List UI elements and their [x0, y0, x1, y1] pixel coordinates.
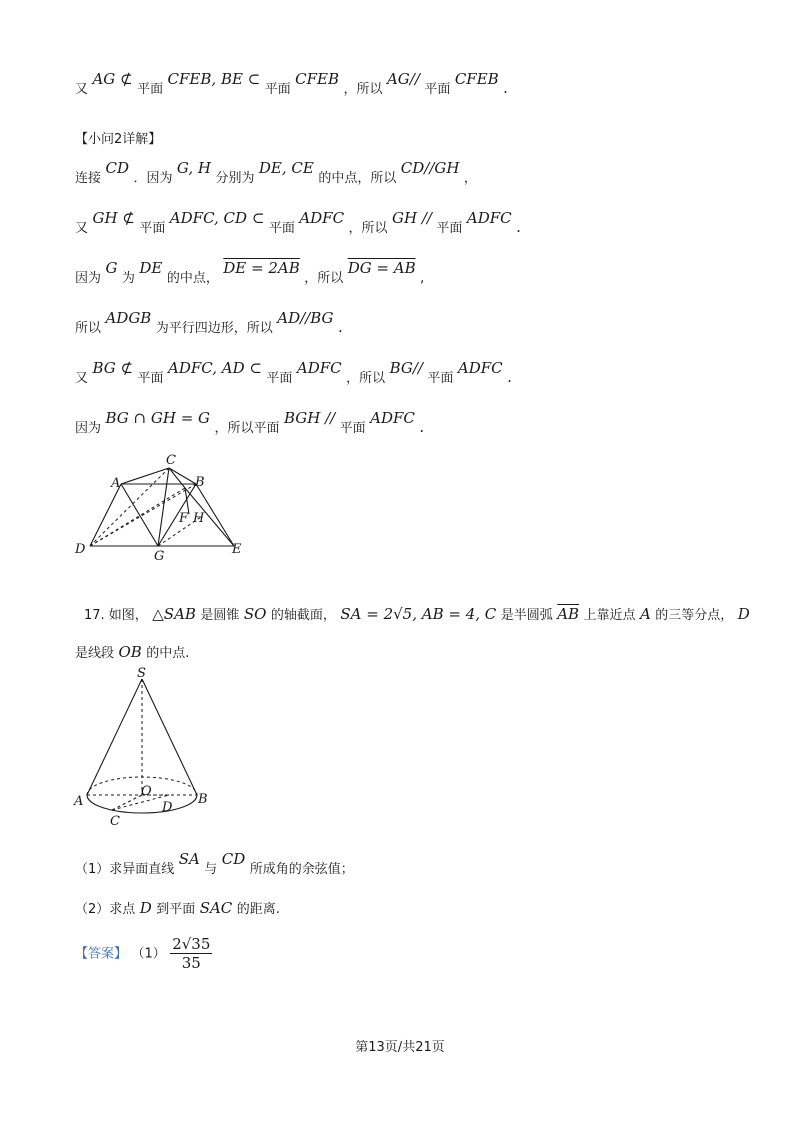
label-s: S: [137, 666, 146, 681]
text: 分别为: [215, 171, 255, 186]
text: 的中点，所以: [318, 171, 397, 186]
text: 又: [75, 371, 89, 386]
math: GH //: [391, 209, 432, 227]
answer-line: [75, 935, 212, 972]
text: 平面: [264, 82, 291, 97]
text: 平面: [139, 221, 166, 236]
text: 的三等分点，: [655, 608, 734, 623]
text: ，所以: [348, 221, 388, 236]
text: 到平面: [156, 902, 196, 917]
math: AG//: [386, 70, 420, 88]
math: .: [337, 318, 343, 336]
text: （2）求点: [75, 902, 136, 917]
math: G: [105, 259, 118, 277]
text: ．因为: [133, 171, 173, 186]
proof-line-2: [75, 159, 477, 186]
answer-tag: 【答案】: [75, 946, 128, 962]
label-c: C: [166, 453, 176, 468]
label-d: D: [162, 800, 173, 815]
proof-line-7: [75, 409, 425, 436]
text: 为: [121, 271, 135, 286]
math: DE, CE: [258, 159, 314, 177]
math: CD: [105, 159, 129, 177]
text: 又: [75, 221, 89, 236]
problem-17-line-2: [75, 642, 189, 661]
math: OB: [118, 643, 142, 661]
math: .: [503, 79, 508, 97]
text: 平面: [436, 221, 463, 236]
math: SAC: [199, 899, 233, 917]
math: DE: [139, 259, 163, 277]
math: SO: [243, 605, 267, 623]
proof-line-5: [75, 309, 343, 336]
label-g: G: [154, 549, 165, 564]
math: GH ⊄: [92, 209, 135, 227]
label-b: B: [195, 475, 205, 490]
text: 为平行四边形，所以: [155, 321, 273, 336]
text: 平面: [339, 421, 366, 436]
label-f: F: [179, 511, 189, 526]
math: BG ∩ GH = G: [105, 409, 211, 427]
label-c: C: [110, 814, 120, 829]
math: CFEB: [295, 70, 340, 88]
cone-figure: [70, 665, 220, 835]
label-e: E: [232, 542, 242, 557]
math: .: [516, 218, 521, 236]
text: ，所以: [346, 371, 386, 386]
math: CD: [221, 850, 246, 868]
text: 是线段: [75, 646, 115, 661]
math: BG ⊄: [92, 359, 134, 377]
text: 平面: [137, 371, 164, 386]
proof-line-6: [75, 359, 512, 386]
math: BG//: [389, 359, 423, 377]
text: 的中点.: [146, 646, 190, 661]
math: .: [507, 368, 512, 386]
math: ADFC, CD ⊂: [169, 209, 265, 227]
answer-fraction: [170, 935, 212, 972]
math: D: [737, 605, 750, 623]
math: ADFC: [466, 209, 512, 227]
math: BGH //: [283, 409, 336, 427]
math: SA = 2√5, AB = 4, C: [340, 605, 497, 623]
label-b: B: [198, 792, 208, 807]
label-h: H: [193, 511, 205, 526]
text: 所成角的余弦值；: [249, 862, 354, 877]
math: CD//GH: [400, 159, 460, 177]
text: 平面: [266, 371, 293, 386]
fraction-denominator: 35: [181, 954, 201, 972]
geometry-figure-1: [70, 450, 260, 565]
proof-line-4: [75, 259, 425, 286]
text: ，所以平面: [214, 421, 280, 436]
text: 因为: [75, 421, 102, 436]
text: 平面: [427, 371, 454, 386]
question-1: [75, 850, 354, 877]
text: 平面: [424, 82, 451, 97]
text: 17. 如图，: [84, 608, 148, 623]
arc: $\overline{AB}$: [557, 605, 580, 623]
math: SA: [178, 850, 200, 868]
math: ADFC: [299, 209, 345, 227]
text: 上靠近点: [583, 608, 636, 623]
text: 的距离.: [236, 902, 280, 917]
math: ADFC: [370, 409, 415, 427]
math: CFEB: [454, 70, 499, 88]
proof-line-3: [75, 209, 521, 236]
text: 连接: [75, 171, 102, 186]
text: 是圆锥: [200, 608, 240, 623]
section-heading: 【小问2详解】: [75, 132, 162, 147]
math: ADFC: [296, 359, 342, 377]
label-d: D: [75, 542, 86, 557]
label-a: A: [111, 476, 121, 491]
page-footer: 第13页/共21页: [355, 1040, 445, 1055]
text: 所以: [75, 321, 102, 336]
math: △SAB: [152, 605, 196, 623]
text: 因为: [75, 271, 102, 286]
math: AG ⊄: [92, 70, 133, 88]
label-a: A: [74, 794, 84, 809]
vector-equation: DE = 2AB: [223, 259, 300, 277]
math: CFEB, BE ⊂: [167, 70, 261, 88]
vector-equation: DG = AB: [347, 259, 416, 277]
math: G, H: [176, 159, 211, 177]
text: 是半圆弧: [500, 608, 553, 623]
fraction-numerator: 2√35: [172, 935, 211, 953]
math: AD//BG: [277, 309, 334, 327]
math: .: [419, 418, 425, 436]
proof-line-1: [75, 70, 508, 97]
answer-part: （1）: [131, 946, 166, 962]
text: ,: [420, 271, 425, 286]
math: ADFC, AD ⊂: [168, 359, 262, 377]
text: 与: [204, 862, 218, 877]
text: ，所以: [343, 82, 383, 97]
text: 又: [75, 82, 89, 97]
text: 平面: [268, 221, 295, 236]
math: D: [139, 899, 152, 917]
question-2: [75, 898, 280, 917]
text: ，: [463, 171, 477, 186]
math: ADGB: [105, 309, 152, 327]
text: ，所以: [304, 271, 344, 286]
problem-17-line-1: [84, 604, 750, 623]
text: 平面: [137, 82, 164, 97]
text: 的中点，: [166, 271, 219, 286]
math: ADFC: [457, 359, 503, 377]
math: A: [639, 605, 651, 623]
text: （1）求异面直线: [75, 862, 175, 877]
text: 的轴截面，: [270, 608, 336, 623]
label-o: O: [141, 784, 152, 799]
